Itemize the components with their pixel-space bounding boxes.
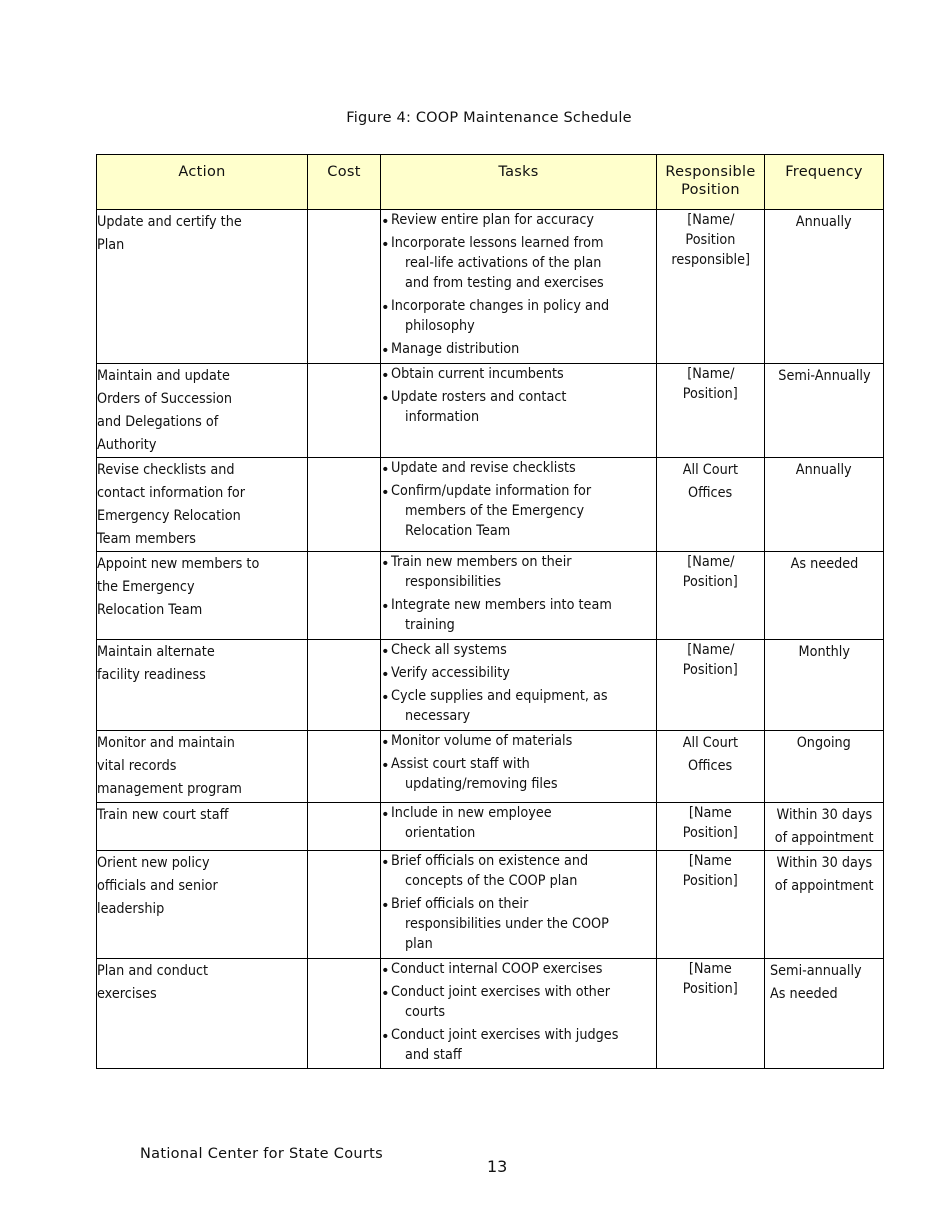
cost-cell xyxy=(308,458,381,552)
task-text: concepts of the COOP plan xyxy=(405,872,578,889)
tasks-cell xyxy=(381,959,657,1069)
action-line xyxy=(97,731,307,754)
responsible-text: Position xyxy=(685,231,736,248)
task-line xyxy=(391,686,656,706)
task-line xyxy=(391,803,656,823)
task-line xyxy=(391,663,656,683)
cost-cell xyxy=(308,731,381,803)
task-line xyxy=(391,706,656,726)
task-item xyxy=(381,894,656,954)
task-line xyxy=(391,501,656,521)
responsible-text: [Name/ xyxy=(686,641,735,658)
responsible-text: All Court xyxy=(682,461,739,478)
responsible-line xyxy=(657,250,764,270)
action-text: contact information for xyxy=(97,484,246,501)
frequency-text: Within 30 days xyxy=(776,806,872,823)
task-text: Assist court staff with xyxy=(391,755,530,772)
action-line xyxy=(97,598,307,621)
task-text: Conduct internal COOP exercises xyxy=(391,960,603,977)
action-text: and Delegations of xyxy=(97,413,219,430)
maintenance-schedule-table xyxy=(96,154,884,1069)
table-header-row xyxy=(97,155,884,210)
responsible-text: [Name xyxy=(689,852,732,869)
task-line xyxy=(391,1045,656,1065)
action-text: Orders of Succession xyxy=(97,390,232,407)
responsible-text: All Court xyxy=(682,734,739,751)
tasks-cell xyxy=(381,851,657,959)
task-line xyxy=(391,894,656,914)
responsible-text: Position] xyxy=(682,872,738,889)
task-line xyxy=(391,233,656,253)
bullet-icon: • xyxy=(381,897,390,914)
frequency-text: Monthly xyxy=(798,643,850,660)
action-text: Emergency Relocation xyxy=(97,507,241,524)
tasks-cell xyxy=(381,210,657,364)
action-text: Plan xyxy=(97,236,125,253)
bullet-icon: • xyxy=(381,734,390,751)
responsible-text: Position] xyxy=(682,573,738,590)
frequency-line xyxy=(765,640,883,663)
task-line xyxy=(391,914,656,934)
action-line xyxy=(97,982,307,1005)
task-item xyxy=(381,595,656,635)
tasks-cell xyxy=(381,364,657,458)
task-text: Brief officials on existence and xyxy=(391,852,589,869)
action-text: Appoint new members to xyxy=(97,555,260,572)
bullet-icon: • xyxy=(381,555,390,572)
task-item xyxy=(381,458,656,478)
task-text: plan xyxy=(405,935,433,952)
responsible-text: Position] xyxy=(682,824,738,841)
frequency-line xyxy=(765,364,883,387)
frequency-cell xyxy=(765,552,884,640)
cost-cell xyxy=(308,851,381,959)
frequency-line xyxy=(765,826,883,849)
action-cell xyxy=(97,552,308,640)
task-line xyxy=(391,731,656,751)
action-text: vital records xyxy=(97,757,177,774)
frequency-cell xyxy=(765,640,884,731)
task-item xyxy=(381,663,656,683)
task-text: members of the Emergency xyxy=(405,502,585,519)
page-number: 13 xyxy=(487,1157,508,1176)
task-item xyxy=(381,731,656,751)
table-body xyxy=(97,210,884,1069)
table-row xyxy=(97,959,884,1069)
responsible-text: Offices xyxy=(688,484,733,501)
task-item xyxy=(381,210,656,230)
responsible-line xyxy=(657,230,764,250)
task-item xyxy=(381,1025,656,1065)
task-line xyxy=(391,253,656,273)
responsible-line xyxy=(657,731,764,754)
task-item xyxy=(381,387,656,427)
responsible-cell xyxy=(657,640,765,731)
action-text: Update and certify the xyxy=(97,213,242,230)
tasks-cell xyxy=(381,458,657,552)
action-cell xyxy=(97,364,308,458)
frequency-text: Annually xyxy=(796,461,852,478)
responsible-text: Position] xyxy=(682,385,738,402)
responsible-line xyxy=(657,851,764,871)
responsible-text: [Name xyxy=(689,804,732,821)
cost-cell xyxy=(308,803,381,851)
action-cell xyxy=(97,210,308,364)
action-cell xyxy=(97,731,308,803)
responsible-line xyxy=(657,754,764,777)
bullet-icon: • xyxy=(381,689,390,706)
frequency-text: Semi-annually xyxy=(770,962,862,979)
responsible-text: [Name/ xyxy=(686,365,735,382)
task-line xyxy=(391,296,656,316)
action-line xyxy=(97,959,307,982)
table-row xyxy=(97,640,884,731)
action-line xyxy=(97,575,307,598)
task-text: Update and revise checklists xyxy=(391,459,576,476)
action-text: Team members xyxy=(97,530,196,547)
frequency-line xyxy=(770,982,883,1005)
tasks-cell xyxy=(381,640,657,731)
action-text: management program xyxy=(97,780,242,797)
action-text: Revise checklists and xyxy=(97,461,235,478)
task-text: updating/removing files xyxy=(405,775,558,792)
header-responsible-position xyxy=(657,155,765,210)
responsible-text: Position] xyxy=(682,980,738,997)
frequency-line xyxy=(765,552,883,575)
frequency-line xyxy=(765,210,883,233)
frequency-text: Ongoing xyxy=(796,734,852,751)
frequency-text: Semi-Annually xyxy=(777,367,871,384)
task-line xyxy=(391,595,656,615)
action-cell xyxy=(97,640,308,731)
footer-organization: National Center for State Courts xyxy=(140,1146,383,1162)
task-item xyxy=(381,959,656,979)
frequency-line xyxy=(765,874,883,897)
responsible-line xyxy=(657,364,764,384)
task-line xyxy=(391,273,656,293)
task-line xyxy=(391,1025,656,1045)
bullet-icon: • xyxy=(381,236,390,253)
responsible-cell xyxy=(657,803,765,851)
responsible-text: responsible] xyxy=(671,251,750,268)
task-text: Brief officials on their xyxy=(391,895,529,912)
table-row xyxy=(97,210,884,364)
frequency-text: Annually xyxy=(796,213,852,230)
action-text: Maintain and update xyxy=(97,367,230,384)
task-text: Update rosters and contact xyxy=(391,388,567,405)
frequency-line xyxy=(765,458,883,481)
task-text: responsibilities xyxy=(405,573,502,590)
frequency-text: Within 30 days xyxy=(776,854,872,871)
bullet-icon: • xyxy=(381,806,390,823)
task-item xyxy=(381,982,656,1022)
frequency-line xyxy=(765,803,883,826)
action-line xyxy=(97,552,307,575)
task-line xyxy=(391,774,656,794)
task-text: necessary xyxy=(405,707,471,724)
bullet-icon: • xyxy=(381,367,390,384)
bullet-icon: • xyxy=(381,1028,390,1045)
frequency-text: of appointment xyxy=(774,829,874,846)
frequency-line xyxy=(765,851,883,874)
cost-cell xyxy=(308,552,381,640)
action-line xyxy=(97,481,307,504)
task-line xyxy=(391,572,656,592)
task-item xyxy=(381,364,656,384)
task-line xyxy=(391,339,656,359)
task-text: Verify accessibility xyxy=(391,664,510,681)
action-line xyxy=(97,387,307,410)
header-cost: Cost xyxy=(308,155,381,210)
bullet-icon: • xyxy=(381,666,390,683)
action-text: officials and senior xyxy=(97,877,218,894)
task-line xyxy=(391,210,656,230)
action-text: Maintain alternate xyxy=(97,643,215,660)
task-line xyxy=(391,934,656,954)
cost-cell xyxy=(308,210,381,364)
responsible-cell xyxy=(657,851,765,959)
task-line xyxy=(391,387,656,407)
frequency-text: As needed xyxy=(790,555,858,572)
action-cell xyxy=(97,458,308,552)
task-line xyxy=(391,640,656,660)
responsible-cell xyxy=(657,731,765,803)
bullet-icon: • xyxy=(381,962,390,979)
header-tasks: Tasks xyxy=(381,155,657,210)
task-item xyxy=(381,754,656,794)
responsible-line xyxy=(657,803,764,823)
cost-cell xyxy=(308,364,381,458)
bullet-icon: • xyxy=(381,299,390,316)
task-text: courts xyxy=(405,1003,446,1020)
tasks-cell xyxy=(381,552,657,640)
bullet-icon: • xyxy=(381,342,390,359)
action-text: leadership xyxy=(97,900,165,917)
task-text: training xyxy=(405,616,455,633)
responsible-cell xyxy=(657,364,765,458)
action-line xyxy=(97,897,307,920)
action-text: exercises xyxy=(97,985,157,1002)
responsible-cell xyxy=(657,552,765,640)
responsible-cell xyxy=(657,959,765,1069)
task-text: Incorporate changes in policy and xyxy=(391,297,610,314)
action-text: the Emergency xyxy=(97,578,195,595)
responsible-line xyxy=(657,572,764,592)
task-item xyxy=(381,686,656,726)
table-row xyxy=(97,851,884,959)
frequency-line xyxy=(765,731,883,754)
bullet-icon: • xyxy=(381,757,390,774)
frequency-text: As needed xyxy=(770,985,838,1002)
responsible-line xyxy=(657,458,764,481)
responsible-line xyxy=(657,979,764,999)
responsible-line xyxy=(657,871,764,891)
task-item xyxy=(381,339,656,359)
frequency-cell xyxy=(765,959,884,1069)
task-text: Cycle supplies and equipment, as xyxy=(391,687,608,704)
action-line xyxy=(97,458,307,481)
task-item xyxy=(381,233,656,293)
frequency-cell xyxy=(765,851,884,959)
action-line xyxy=(97,754,307,777)
frequency-cell xyxy=(765,210,884,364)
responsible-text: Offices xyxy=(688,757,733,774)
action-text: Orient new policy xyxy=(97,854,210,871)
responsible-text: Position] xyxy=(682,661,738,678)
action-line xyxy=(97,433,307,456)
task-text: Relocation Team xyxy=(405,522,511,539)
responsible-line xyxy=(657,640,764,660)
frequency-cell xyxy=(765,731,884,803)
task-text: Confirm/update information for xyxy=(391,482,592,499)
task-item xyxy=(381,851,656,891)
header-responsible-line2: Position xyxy=(681,182,740,198)
task-text: and staff xyxy=(405,1046,462,1063)
task-line xyxy=(391,615,656,635)
task-item xyxy=(381,803,656,843)
table-row xyxy=(97,731,884,803)
task-text: information xyxy=(405,408,480,425)
action-line xyxy=(97,233,307,256)
responsible-line xyxy=(657,959,764,979)
bullet-icon: • xyxy=(381,598,390,615)
table-row xyxy=(97,458,884,552)
task-line xyxy=(391,521,656,541)
task-line xyxy=(391,481,656,501)
responsible-line xyxy=(657,552,764,572)
action-line xyxy=(97,851,307,874)
cost-cell xyxy=(308,640,381,731)
responsible-line xyxy=(657,660,764,680)
task-text: Obtain current incumbents xyxy=(391,365,564,382)
task-text: Check all systems xyxy=(391,641,507,658)
bullet-icon: • xyxy=(381,643,390,660)
task-line xyxy=(391,823,656,843)
bullet-icon: • xyxy=(381,484,390,501)
task-line xyxy=(391,316,656,336)
table-row xyxy=(97,803,884,851)
action-line xyxy=(97,803,307,826)
action-text: Authority xyxy=(97,436,157,453)
action-text: Plan and conduct xyxy=(97,962,209,979)
task-line xyxy=(391,754,656,774)
task-text: Conduct joint exercises with judges xyxy=(391,1026,619,1043)
bullet-icon: • xyxy=(381,854,390,871)
action-text: facility readiness xyxy=(97,666,206,683)
action-cell xyxy=(97,851,308,959)
bullet-icon: • xyxy=(381,985,390,1002)
task-text: philosophy xyxy=(405,317,475,334)
responsible-line xyxy=(657,210,764,230)
table-row xyxy=(97,552,884,640)
task-text: Monitor volume of materials xyxy=(391,732,573,749)
action-line xyxy=(97,874,307,897)
tasks-cell xyxy=(381,803,657,851)
responsible-text: [Name xyxy=(689,960,732,977)
header-frequency: Frequency xyxy=(765,155,884,210)
task-text: Integrate new members into team xyxy=(391,596,612,613)
task-text: Manage distribution xyxy=(391,340,520,357)
responsible-cell xyxy=(657,210,765,364)
task-item xyxy=(381,481,656,541)
task-item xyxy=(381,296,656,336)
frequency-line xyxy=(770,959,883,982)
bullet-icon: • xyxy=(381,461,390,478)
task-text: and from testing and exercises xyxy=(405,274,604,291)
action-line xyxy=(97,504,307,527)
task-text: Review entire plan for accuracy xyxy=(391,211,595,228)
task-line xyxy=(391,458,656,478)
table-row xyxy=(97,364,884,458)
action-line xyxy=(97,527,307,550)
action-line xyxy=(97,364,307,387)
task-line xyxy=(391,364,656,384)
action-line xyxy=(97,210,307,233)
task-line xyxy=(391,982,656,1002)
action-text: Train new court staff xyxy=(97,806,229,823)
bullet-icon: • xyxy=(381,390,390,407)
figure-caption: Figure 4: COOP Maintenance Schedule xyxy=(346,110,632,126)
header-action: Action xyxy=(97,155,308,210)
action-text: Relocation Team xyxy=(97,601,203,618)
frequency-text: of appointment xyxy=(774,877,874,894)
action-cell xyxy=(97,803,308,851)
task-text: responsibilities under the COOP xyxy=(405,915,609,932)
action-text: Monitor and maintain xyxy=(97,734,235,751)
frequency-cell xyxy=(765,364,884,458)
task-text: real-life activations of the plan xyxy=(405,254,602,271)
task-line xyxy=(391,1002,656,1022)
task-line xyxy=(391,407,656,427)
cost-cell xyxy=(308,959,381,1069)
responsible-line xyxy=(657,384,764,404)
task-text: Include in new employee xyxy=(391,804,552,821)
bullet-icon: • xyxy=(381,213,390,230)
task-line xyxy=(391,871,656,891)
task-text: Incorporate lessons learned from xyxy=(391,234,604,251)
frequency-cell xyxy=(765,803,884,851)
action-line xyxy=(97,410,307,433)
task-text: Train new members on their xyxy=(391,553,572,570)
action-line xyxy=(97,777,307,800)
responsible-line xyxy=(657,823,764,843)
frequency-cell xyxy=(765,458,884,552)
task-item xyxy=(381,640,656,660)
responsible-text: [Name/ xyxy=(686,553,735,570)
tasks-cell xyxy=(381,731,657,803)
action-line xyxy=(97,640,307,663)
action-cell xyxy=(97,959,308,1069)
task-line xyxy=(391,552,656,572)
task-line xyxy=(391,959,656,979)
task-text: Conduct joint exercises with other xyxy=(391,983,611,1000)
responsible-text: [Name/ xyxy=(686,211,735,228)
responsible-cell xyxy=(657,458,765,552)
responsible-line xyxy=(657,481,764,504)
task-item xyxy=(381,552,656,592)
action-line xyxy=(97,663,307,686)
task-line xyxy=(391,851,656,871)
task-text: orientation xyxy=(405,824,476,841)
header-responsible-line1: Responsible xyxy=(665,164,756,180)
